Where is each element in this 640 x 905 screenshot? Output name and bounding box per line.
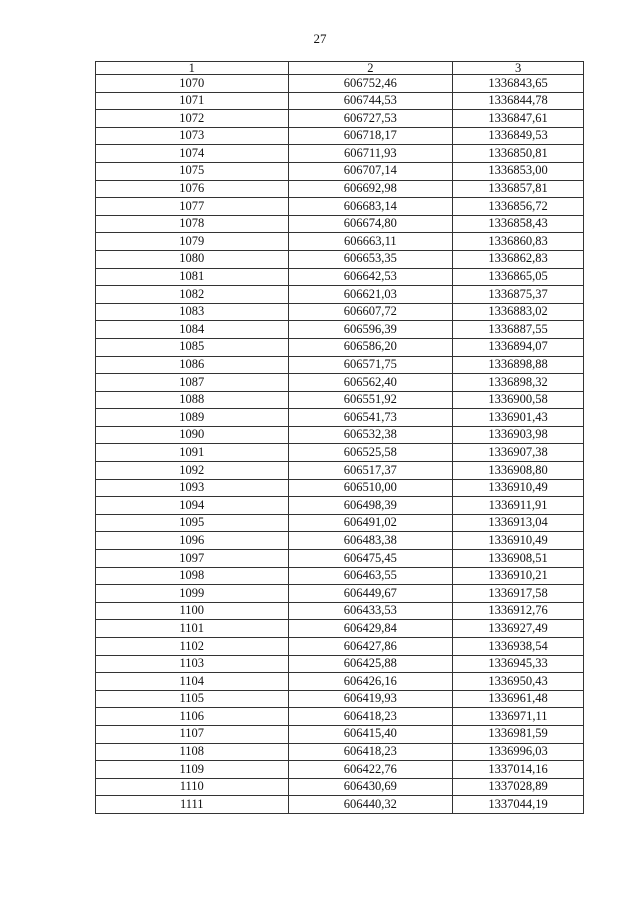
point-number-cell: 1070 xyxy=(96,75,289,93)
x-coordinate-cell: 606525,58 xyxy=(288,444,453,462)
table-row xyxy=(96,92,584,110)
x-coordinate-cell: 606498,39 xyxy=(288,497,453,515)
column-header-3: 3 xyxy=(453,62,584,75)
point-number-cell: 1086 xyxy=(96,356,289,374)
table-row xyxy=(96,110,584,128)
point-number-cell: 1100 xyxy=(96,602,289,620)
table-row xyxy=(96,585,584,603)
point-number-cell: 1105 xyxy=(96,690,289,708)
y-coordinate-cell: 1336913,04 xyxy=(453,514,584,532)
x-coordinate-cell: 606517,37 xyxy=(288,462,453,480)
table-row xyxy=(96,444,584,462)
point-number-cell: 1076 xyxy=(96,180,289,198)
table-row xyxy=(96,462,584,480)
y-coordinate-cell: 1336912,76 xyxy=(453,602,584,620)
table-row xyxy=(96,620,584,638)
y-coordinate-cell: 1336898,88 xyxy=(453,356,584,374)
x-coordinate-cell: 606440,32 xyxy=(288,796,453,814)
table-row xyxy=(96,514,584,532)
point-number-cell: 1071 xyxy=(96,92,289,110)
table-row xyxy=(96,356,584,374)
y-coordinate-cell: 1336910,49 xyxy=(453,479,584,497)
x-coordinate-cell: 606429,84 xyxy=(288,620,453,638)
table-row xyxy=(96,268,584,286)
point-number-cell: 1073 xyxy=(96,127,289,145)
table-row xyxy=(96,761,584,779)
y-coordinate-cell: 1336898,32 xyxy=(453,374,584,392)
table-row xyxy=(96,550,584,568)
column-header-1: 1 xyxy=(96,62,289,75)
x-coordinate-cell: 606683,14 xyxy=(288,198,453,216)
y-coordinate-cell: 1336981,59 xyxy=(453,725,584,743)
point-number-cell: 1102 xyxy=(96,638,289,656)
point-number-cell: 1094 xyxy=(96,497,289,515)
point-number-cell: 1089 xyxy=(96,409,289,427)
page-number: 27 xyxy=(313,31,327,46)
point-number-cell: 1091 xyxy=(96,444,289,462)
table-row xyxy=(96,602,584,620)
y-coordinate-cell: 1336843,65 xyxy=(453,75,584,93)
table-row xyxy=(96,374,584,392)
x-coordinate-cell: 606663,11 xyxy=(288,233,453,251)
y-coordinate-cell: 1336938,54 xyxy=(453,638,584,656)
point-number-cell: 1093 xyxy=(96,479,289,497)
table-row xyxy=(96,497,584,515)
y-coordinate-cell: 1336908,80 xyxy=(453,462,584,480)
y-coordinate-cell: 1336927,49 xyxy=(453,620,584,638)
point-number-cell: 1108 xyxy=(96,743,289,761)
table-row xyxy=(96,409,584,427)
point-number-cell: 1109 xyxy=(96,761,289,779)
table-row xyxy=(96,215,584,233)
y-coordinate-cell: 1336887,55 xyxy=(453,321,584,339)
y-coordinate-cell: 1336901,43 xyxy=(453,409,584,427)
x-coordinate-cell: 606596,39 xyxy=(288,321,453,339)
point-number-cell: 1095 xyxy=(96,514,289,532)
point-number-cell: 1077 xyxy=(96,198,289,216)
point-number-cell: 1081 xyxy=(96,268,289,286)
x-coordinate-cell: 606426,16 xyxy=(288,673,453,691)
y-coordinate-cell: 1337014,16 xyxy=(453,761,584,779)
point-number-cell: 1080 xyxy=(96,250,289,268)
table-row xyxy=(96,180,584,198)
point-number-cell: 1078 xyxy=(96,215,289,233)
y-coordinate-cell: 1336971,11 xyxy=(453,708,584,726)
x-coordinate-cell: 606562,40 xyxy=(288,374,453,392)
y-coordinate-cell: 1336908,51 xyxy=(453,550,584,568)
y-coordinate-cell: 1336857,81 xyxy=(453,180,584,198)
table-row xyxy=(96,479,584,497)
y-coordinate-cell: 1336875,37 xyxy=(453,286,584,304)
x-coordinate-cell: 606491,02 xyxy=(288,514,453,532)
table-row xyxy=(96,198,584,216)
table-row xyxy=(96,690,584,708)
y-coordinate-cell: 1336961,48 xyxy=(453,690,584,708)
y-coordinate-cell: 1336945,33 xyxy=(453,655,584,673)
table-row xyxy=(96,725,584,743)
x-coordinate-cell: 606642,53 xyxy=(288,268,453,286)
y-coordinate-cell: 1336850,81 xyxy=(453,145,584,163)
point-number-cell: 1092 xyxy=(96,462,289,480)
y-coordinate-cell: 1336865,05 xyxy=(453,268,584,286)
table-header-row xyxy=(96,62,584,75)
point-number-cell: 1087 xyxy=(96,374,289,392)
table-row xyxy=(96,567,584,585)
y-coordinate-cell: 1336911,91 xyxy=(453,497,584,515)
point-number-cell: 1090 xyxy=(96,426,289,444)
y-coordinate-cell: 1336950,43 xyxy=(453,673,584,691)
x-coordinate-cell: 606425,88 xyxy=(288,655,453,673)
y-coordinate-cell: 1336849,53 xyxy=(453,127,584,145)
x-coordinate-cell: 606541,73 xyxy=(288,409,453,427)
point-number-cell: 1074 xyxy=(96,145,289,163)
column-header-2: 2 xyxy=(288,62,453,75)
table-row xyxy=(96,743,584,761)
y-coordinate-cell: 1336858,43 xyxy=(453,215,584,233)
x-coordinate-cell: 606415,40 xyxy=(288,725,453,743)
table-row xyxy=(96,778,584,796)
y-coordinate-cell: 1336996,03 xyxy=(453,743,584,761)
x-coordinate-cell: 606463,55 xyxy=(288,567,453,585)
point-number-cell: 1084 xyxy=(96,321,289,339)
x-coordinate-cell: 606621,03 xyxy=(288,286,453,304)
x-coordinate-cell: 606744,53 xyxy=(288,92,453,110)
table-row xyxy=(96,338,584,356)
y-coordinate-cell: 1336883,02 xyxy=(453,303,584,321)
y-coordinate-cell: 1336856,72 xyxy=(453,198,584,216)
point-number-cell: 1107 xyxy=(96,725,289,743)
point-number-cell: 1075 xyxy=(96,162,289,180)
y-coordinate-cell: 1336847,61 xyxy=(453,110,584,128)
y-coordinate-cell: 1336860,83 xyxy=(453,233,584,251)
table-row xyxy=(96,233,584,251)
point-number-cell: 1082 xyxy=(96,286,289,304)
y-coordinate-cell: 1337044,19 xyxy=(453,796,584,814)
x-coordinate-cell: 606475,45 xyxy=(288,550,453,568)
y-coordinate-cell: 1337028,89 xyxy=(453,778,584,796)
x-coordinate-cell: 606419,93 xyxy=(288,690,453,708)
table-row xyxy=(96,391,584,409)
table-row xyxy=(96,708,584,726)
x-coordinate-cell: 606586,20 xyxy=(288,338,453,356)
y-coordinate-cell: 1336862,83 xyxy=(453,250,584,268)
x-coordinate-cell: 606752,46 xyxy=(288,75,453,93)
y-coordinate-cell: 1336910,49 xyxy=(453,532,584,550)
table-row xyxy=(96,250,584,268)
x-coordinate-cell: 606707,14 xyxy=(288,162,453,180)
x-coordinate-cell: 606607,72 xyxy=(288,303,453,321)
y-coordinate-cell: 1336917,58 xyxy=(453,585,584,603)
point-number-cell: 1104 xyxy=(96,673,289,691)
coordinates-table xyxy=(95,61,584,814)
x-coordinate-cell: 606718,17 xyxy=(288,127,453,145)
point-number-cell: 1099 xyxy=(96,585,289,603)
table-row xyxy=(96,75,584,93)
table-row xyxy=(96,127,584,145)
point-number-cell: 1079 xyxy=(96,233,289,251)
point-number-cell: 1111 xyxy=(96,796,289,814)
x-coordinate-cell: 606653,35 xyxy=(288,250,453,268)
x-coordinate-cell: 606430,69 xyxy=(288,778,453,796)
x-coordinate-cell: 606418,23 xyxy=(288,743,453,761)
table-row xyxy=(96,796,584,814)
table-row xyxy=(96,162,584,180)
point-number-cell: 1096 xyxy=(96,532,289,550)
x-coordinate-cell: 606674,80 xyxy=(288,215,453,233)
table-body xyxy=(96,75,584,814)
y-coordinate-cell: 1336910,21 xyxy=(453,567,584,585)
table-row xyxy=(96,655,584,673)
y-coordinate-cell: 1336907,38 xyxy=(453,444,584,462)
point-number-cell: 1083 xyxy=(96,303,289,321)
x-coordinate-cell: 606483,38 xyxy=(288,532,453,550)
table-row xyxy=(96,145,584,163)
point-number-cell: 1110 xyxy=(96,778,289,796)
table-row xyxy=(96,426,584,444)
x-coordinate-cell: 606510,00 xyxy=(288,479,453,497)
x-coordinate-cell: 606418,23 xyxy=(288,708,453,726)
y-coordinate-cell: 1336844,78 xyxy=(453,92,584,110)
table-row xyxy=(96,303,584,321)
x-coordinate-cell: 606692,98 xyxy=(288,180,453,198)
x-coordinate-cell: 606427,86 xyxy=(288,638,453,656)
x-coordinate-cell: 606727,53 xyxy=(288,110,453,128)
point-number-cell: 1103 xyxy=(96,655,289,673)
y-coordinate-cell: 1336894,07 xyxy=(453,338,584,356)
point-number-cell: 1085 xyxy=(96,338,289,356)
point-number-cell: 1106 xyxy=(96,708,289,726)
x-coordinate-cell: 606571,75 xyxy=(288,356,453,374)
y-coordinate-cell: 1336900,58 xyxy=(453,391,584,409)
point-number-cell: 1072 xyxy=(96,110,289,128)
x-coordinate-cell: 606449,67 xyxy=(288,585,453,603)
table-row xyxy=(96,532,584,550)
x-coordinate-cell: 606711,93 xyxy=(288,145,453,163)
point-number-cell: 1101 xyxy=(96,620,289,638)
x-coordinate-cell: 606422,76 xyxy=(288,761,453,779)
y-coordinate-cell: 1336903,98 xyxy=(453,426,584,444)
x-coordinate-cell: 606532,38 xyxy=(288,426,453,444)
point-number-cell: 1088 xyxy=(96,391,289,409)
table-row xyxy=(96,673,584,691)
point-number-cell: 1097 xyxy=(96,550,289,568)
point-number-cell: 1098 xyxy=(96,567,289,585)
y-coordinate-cell: 1336853,00 xyxy=(453,162,584,180)
table-row xyxy=(96,286,584,304)
x-coordinate-cell: 606433,53 xyxy=(288,602,453,620)
x-coordinate-cell: 606551,92 xyxy=(288,391,453,409)
table-row xyxy=(96,321,584,339)
table-row xyxy=(96,638,584,656)
